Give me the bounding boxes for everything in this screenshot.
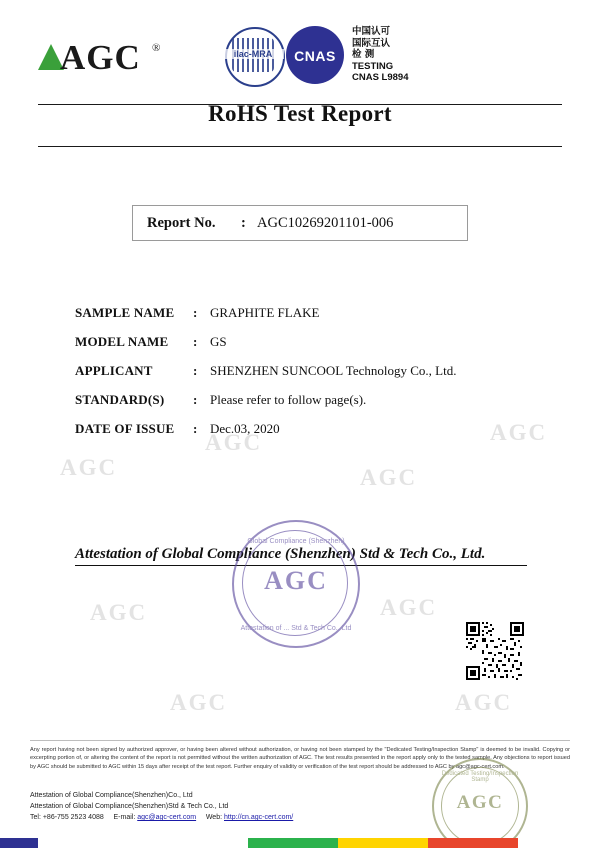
color-segment-yellow bbox=[338, 838, 428, 848]
stamp-center-text: AGC bbox=[264, 566, 328, 595]
web-label: Web: bbox=[205, 814, 223, 821]
email-link[interactable]: agc@agc-cert.com bbox=[137, 814, 197, 821]
cnas-line-4: TESTING bbox=[352, 60, 394, 72]
footer-company-line-2: Attestation of Global Compliance(Shenzhen)Std & Tech Co., Ltd bbox=[30, 803, 229, 810]
cnas-line-2: 国际互认 bbox=[352, 37, 391, 49]
report-number-colon: : bbox=[241, 215, 246, 231]
page-title: RoHS Test Report bbox=[208, 101, 392, 126]
ilac-mra-logo bbox=[222, 24, 284, 86]
field-row-model-name bbox=[75, 334, 545, 363]
color-segment-white-end bbox=[518, 838, 600, 848]
field-row-standards bbox=[75, 392, 545, 421]
field-value: Dec.03, 2020 bbox=[210, 421, 280, 436]
field-list bbox=[75, 305, 548, 450]
stamp-arc-top: Global Compliance (Shenzhen) bbox=[247, 538, 345, 545]
field-value: Please refer to follow page(s). bbox=[210, 392, 367, 407]
footer-company-line-1: Attestation of Global Compliance(Shenzhen)Co., Ltd bbox=[30, 792, 193, 799]
watermark: AGC bbox=[170, 690, 228, 715]
cnas-logo bbox=[286, 24, 350, 86]
color-segment-blue bbox=[0, 838, 38, 848]
watermark: AGC bbox=[90, 600, 148, 625]
qr-code bbox=[466, 622, 524, 680]
field-value: GS bbox=[210, 334, 227, 349]
footer-contact bbox=[30, 790, 450, 823]
watermark: AGC bbox=[380, 595, 438, 620]
report-number-label: Report No. bbox=[147, 215, 216, 231]
ilac-label: ilac-MRA bbox=[222, 49, 284, 59]
field-key: DATE OF ISSUE bbox=[75, 421, 175, 436]
registered-mark-icon: ® bbox=[152, 42, 161, 54]
field-value: GRAPHITE FLAKE bbox=[210, 305, 320, 320]
footer-divider bbox=[30, 740, 570, 741]
cnas-line-3: 检 测 bbox=[352, 49, 375, 60]
color-segment-green bbox=[248, 838, 338, 848]
field-colon: : bbox=[193, 334, 198, 349]
report-number-value: AGC10269201101-006 bbox=[257, 215, 394, 231]
field-row-sample-name bbox=[75, 305, 545, 334]
watermark: AGC bbox=[60, 455, 118, 480]
field-row-date-of-issue bbox=[75, 420, 548, 450]
watermark: AGC bbox=[490, 420, 548, 445]
official-stamp bbox=[232, 520, 360, 648]
color-segment-red bbox=[428, 838, 518, 848]
field-key: SAMPLE NAME bbox=[75, 305, 175, 320]
field-colon: : bbox=[193, 392, 198, 407]
issuing-company-line: Attestation of Global Compliance (Shenzhen) Std & Tech Co., Ltd. bbox=[75, 546, 527, 566]
watermark: AGC bbox=[360, 465, 418, 490]
cnas-accreditation-text bbox=[352, 26, 409, 84]
website-link[interactable]: http://cn.agc-cert.com/ bbox=[224, 814, 294, 821]
agc-logo bbox=[38, 40, 178, 80]
inspection-stamp-arc: Dedicated Testing/Inspection Stamp bbox=[441, 771, 519, 783]
field-colon: : bbox=[193, 305, 198, 320]
phone-text: Tel: +86-755 2523 4088 bbox=[30, 814, 104, 821]
bottom-color-bar bbox=[0, 838, 600, 848]
cnas-line-5: CNAS L9894 bbox=[352, 72, 409, 83]
field-key: STANDARD(S) bbox=[75, 392, 165, 407]
field-row-applicant bbox=[75, 363, 545, 392]
field-key: APPLICANT bbox=[75, 363, 153, 378]
footer-disclaimer: Any report having not been signed by authorized approver, or having been altered without authorization, or having not been stamped by the "Dedicated Testing/Inspection Stamp" is deemed to be invalid. Copying or excerpting portion of, or altering the content of the report is not permitted without the written authorization of AGC. The test results presented in the report apply only to the tested sample. Any objections to report issued by AGC should be submitted to AGC within 15 days after receipt of the test report. Further enquiry of validity or verification of the test report should be addressed to AGC by agc@agc-cert.com. bbox=[30, 747, 570, 770]
inspection-stamp-center-text: AGC bbox=[456, 792, 504, 813]
agc-logo-text: AGC bbox=[60, 38, 141, 77]
agc-logo-mark bbox=[38, 40, 174, 76]
watermark: AGC bbox=[455, 690, 513, 715]
footer-contact-line bbox=[30, 812, 450, 823]
title-divider bbox=[38, 146, 562, 147]
field-colon: : bbox=[193, 421, 198, 436]
field-value: SHENZHEN SUNCOOL Technology Co., Ltd. bbox=[210, 363, 457, 378]
document-header bbox=[0, 14, 600, 92]
cnas-line-1: 中国认可 bbox=[352, 26, 391, 37]
cnas-label: CNAS bbox=[294, 48, 336, 64]
field-colon: : bbox=[193, 363, 198, 378]
inspection-stamp bbox=[432, 758, 528, 848]
field-key: MODEL NAME bbox=[75, 334, 169, 349]
color-segment-white bbox=[38, 838, 248, 848]
report-number-box bbox=[132, 205, 468, 241]
email-label: E-mail: bbox=[113, 814, 136, 821]
watermark: AGC bbox=[205, 430, 263, 455]
stamp-arc-bottom: Attestation of ... Std & Tech Co., Ltd bbox=[240, 625, 352, 632]
